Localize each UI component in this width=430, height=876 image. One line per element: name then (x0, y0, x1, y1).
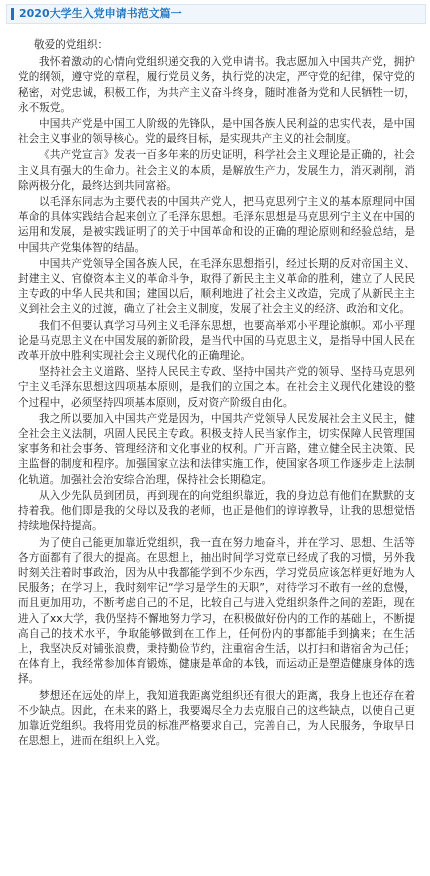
article-title: 2020大学生入党申请书范文篇一 (19, 7, 182, 20)
paragraph: 中国共产党是中国工人阶级的先锋队，是中国各族人民利益的忠实代表，是中国社会主义事业的领导核心。党的最终目标，是实现共产主义的社会制度。 (18, 118, 415, 146)
title-accent-bar (11, 8, 14, 20)
paragraph: 从入少先队员到团员，再到现在的向党组织靠近，我的身边总有他们在默默的支持着我。他们即是我的父母以及我的老师，也正是他们的谆谆教导，让我的思想觉悟持续地保持提高。 (18, 489, 415, 533)
paragraph: 我怀着激动的心情向党组织递交我的入党申请书。我志愿加入中国共产党，拥护党的纲领，遵守党的章程，履行党员义务，执行党的决定，严守党的纪律，保守党的秘密，对党忠诚，积极工作，为共产主义奋斗终身，随时准备为党和人民牺牲一切，永不叛党。 (18, 56, 415, 114)
article-body (18, 38, 415, 750)
paragraph: 我之所以要加入中国共产党是因为，中国共产党领导人民发展社会主义民主，健全社会主义法制，巩固人民民主专政。积极支持人民当家作主，切实保障人民管理国家事务和社会事务、管理经济和文化事业的权利。广开言路，建立健全民主决策、民主监督的制度和程序。加强国家立法和法律实施工作，使国家各项工作逐步走上法制化轨道。加强社会治安综合治理，保持社会长期稳定。 (18, 412, 415, 486)
greeting: 敬爱的党组织： (34, 39, 109, 51)
paragraph: 以毛泽东同志为主要代表的中国共产党人，把马克思列宁主义的基本原理同中国革命的具体实践结合起来创立了毛泽东思想。毛泽东思想是马克思列宁主义在中国的运用和发展，是被实践证明了的关于中国革命和设的正确的理论原则和经验总结，是中国共产党集体智的结晶。 (18, 196, 415, 254)
paragraph: 我们不但要认真学习马列主义毛泽东思想，也要高举邓小平理论旗帜。邓小平理论是马克思主义在中国发展的新阶段，是当代中国的马克思主义，是指导中国人民在改革开放中胜利实现社会主义现代化的正确理论。 (18, 319, 415, 363)
paragraph: 梦想还在远处的岸上，我知道我距离党组织还有很大的距离，我身上也还存在着不少缺点。因此，在未来的路上，我要竭尽全力去克服自己的这些缺点，以使自己更加靠近党组织。我将用党员的标准严格要求自己，完善自己，为人民服务，争取早日在思想上，进而在组织上入党。 (18, 689, 415, 748)
paragraph: 中国共产党领导全国各族人民，在毛泽东思想指引，经过长期的反对帝国主义、封建主义、官僚资本主义的革命斗争，取得了新民主主义革命的胜利，建立了人民民主专政的中华人民共和国；建国以后，顺利地进了社会主义改造，完成了从新民主主义到社会主义的过渡，确立了社会主义制度，发展了社会主义的经济、政治和文化。 (18, 257, 415, 316)
article-title-bar (6, 4, 426, 24)
paragraph: 《共产党宣言》发表一百多年来的历史证明，科学社会主义理论是正确的，社会主义具有强大的生命力。社会主义的本质，是解放生产力，发展生力，消灭剥削，消除两极分化，最终达到共同富裕。 (18, 149, 415, 192)
paragraph: 为了使自己能更加靠近党组织，我一直在努力地奋斗，并在学习、思想、生活等各方面都有了很大的提高。在思想上，抽出时间学习党章已经成了我的习惯，另外我时刻关注着时事政治，因为从中我都能学到不少东西，学习党员应该怎样更好地为人民服务；在学习上，我时刻牢记“学习是学生的天职”，对待学习不敢有一丝的怠慢，而且更加用功，不断考虑自己的不足，比较自己与进入党组织条件之间的差距，现在进入了xx大学，我仍坚持不懈地努力学习，在积极做好份内的工作的基础上，不断提高自己的技术水平，争取能够做到在工作上，任何份内的事都能手到擒来；在生活上，我坚决反对铺张浪费，秉持勤俭节约，注重宿舍生活，以打扫和谐宿舍为己任；在体育上，我经常参加体育锻炼，健康是革命的本钱，而运动正是塑造健康身体的选择。 (18, 536, 415, 686)
paragraph: 坚持社会主义道路、坚持人民民主专政、坚持中国共产党的领导、坚持马克思列宁主义毛泽东思想这四项基本原则，是我们的立国之本。在社会主义现代化建设的整个过程中，必须坚持四项基本原则，反对资产阶级自由化。 (18, 366, 415, 409)
